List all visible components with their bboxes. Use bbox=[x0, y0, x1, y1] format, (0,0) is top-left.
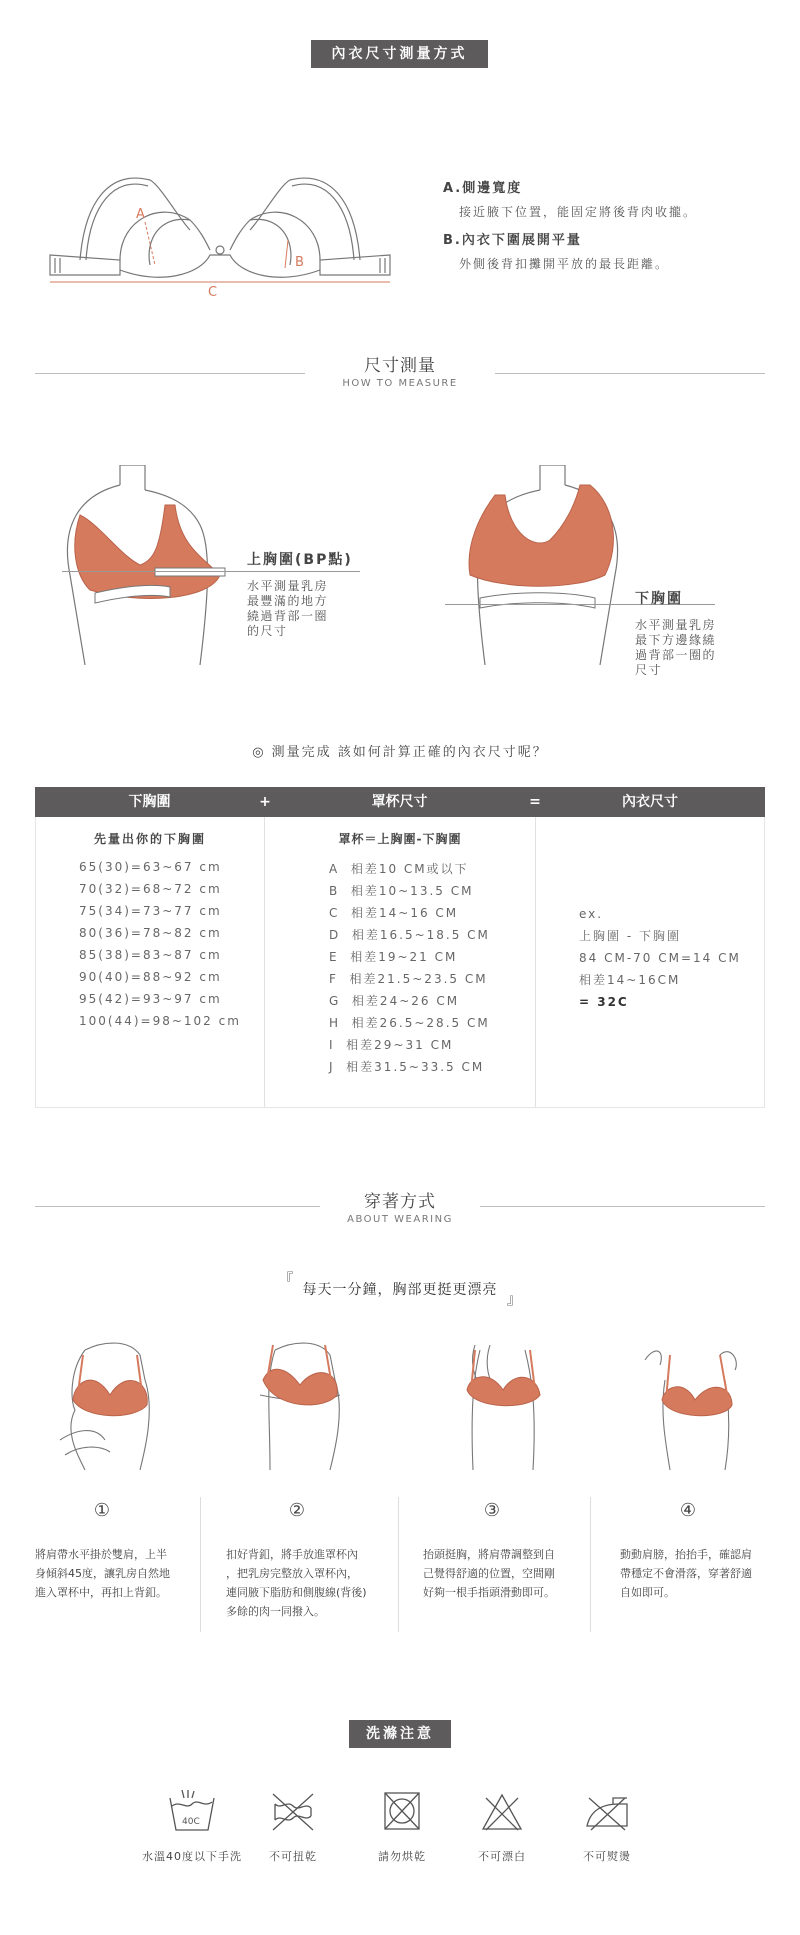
list-item: 95(42)=93~97 cm bbox=[79, 992, 222, 1006]
no-wring-icon bbox=[271, 1792, 315, 1832]
header-plus: + bbox=[259, 794, 271, 810]
list-item: J 相差31.5~33.5 CM bbox=[329, 1060, 485, 1074]
size-table-header bbox=[35, 787, 765, 817]
page-title: 內衣尺寸測量方式 bbox=[311, 40, 488, 68]
col2-title: 罩杯＝上胸圍-下胸圍 bbox=[338, 832, 462, 846]
slogan-text: 每天一分鐘，胸部更挺更漂亮 bbox=[302, 1282, 498, 1298]
wearing-section-title: 穿著方式 ABOUT WEARING bbox=[347, 1192, 453, 1225]
item-a-desc: 接近腋下位置，能固定將後背肉收攏。 bbox=[459, 205, 698, 219]
under-bust-title: 下胸圍 bbox=[635, 591, 683, 607]
example-result: = 32C bbox=[579, 995, 629, 1009]
under-bust-text bbox=[635, 588, 716, 678]
list-item: 70(32)=68~72 cm bbox=[79, 882, 222, 896]
no-bleach-icon bbox=[480, 1792, 524, 1832]
header-equals: = bbox=[529, 794, 541, 810]
step-divider bbox=[398, 1497, 399, 1632]
upper-bust-desc-line: 的尺寸 bbox=[247, 624, 288, 638]
cup-list bbox=[329, 858, 490, 1078]
under-bust-desc-line: 水平測量乳房 bbox=[635, 618, 717, 632]
header-bra-size: 內衣尺寸 bbox=[622, 794, 678, 810]
step-1-text: 將肩帶水平掛於雙肩，上半 身傾斜45度，讓乳房自然地 進入罩杯中，再扣上背釦。 bbox=[35, 1548, 170, 1599]
list-item: G 相差24~26 CM bbox=[329, 994, 460, 1008]
step-3-number: ③ bbox=[483, 1500, 501, 1521]
list-item: E 相差19~21 CM bbox=[329, 950, 458, 964]
upper-bust-desc-line: 水平測量乳房 bbox=[247, 579, 329, 593]
header-cup: 罩杯尺寸 bbox=[371, 794, 428, 810]
no-iron-icon bbox=[583, 1794, 631, 1832]
step-divider bbox=[590, 1497, 591, 1632]
size-table-body bbox=[35, 817, 765, 1108]
list-item: H 相差26.5~28.5 CM bbox=[329, 1016, 490, 1030]
list-item: ex. bbox=[579, 907, 604, 921]
bra-diagram bbox=[40, 160, 400, 300]
under-bust-list bbox=[79, 856, 241, 1032]
list-item: C 相差14~16 CM bbox=[329, 906, 459, 920]
care-section-title: 洗滌注意 bbox=[349, 1720, 451, 1748]
under-bust-desc-line: 過背部一圈的 bbox=[635, 648, 717, 662]
care-label-no-tumble-dry: 請勿烘乾 bbox=[378, 1850, 426, 1863]
list-item: 75(34)=73~77 cm bbox=[79, 904, 222, 918]
under-bust-desc-line: 尺寸 bbox=[635, 663, 663, 677]
label-b: B bbox=[295, 255, 304, 270]
header-under-bust: 下胸圍 bbox=[128, 794, 171, 810]
measure-section-title: 尺寸測量 HOW TO MEASURE bbox=[342, 356, 458, 389]
wearing-slogan bbox=[0, 1268, 800, 1308]
label-a: A bbox=[136, 207, 145, 222]
step-4-number: ④ bbox=[679, 1500, 697, 1521]
step-2-illustration bbox=[245, 1340, 355, 1470]
care-label-no-wring: 不可扭乾 bbox=[269, 1850, 317, 1863]
wash-temp-text: 40C bbox=[182, 1817, 200, 1827]
step-1-number: ① bbox=[93, 1500, 111, 1521]
under-bust-desc-line: 最下方邊緣繞 bbox=[635, 633, 717, 647]
no-tumble-dry-icon bbox=[382, 1790, 422, 1832]
step-4-text: 動動肩膀，抬抬手，確認肩 帶穩定不會滑落，穿著舒適 自如即可。 bbox=[620, 1548, 752, 1599]
step-2-text: 扣好背釦，將手放進罩杯內 ，把乳房完整放入罩杯內， 連同腋下脂肪和側腹線(背後) 多餘的肉一同撥入。 bbox=[226, 1548, 367, 1618]
step-divider bbox=[200, 1497, 201, 1632]
list-item: 100(44)=98~102 cm bbox=[79, 1014, 241, 1028]
col1-title: 先量出你的下胸圍 bbox=[93, 832, 206, 846]
item-a-title: A.側邊寬度 bbox=[443, 181, 523, 196]
upper-bust-desc-line: 最豐滿的地方 bbox=[247, 594, 329, 608]
bra-diagram-legend bbox=[443, 177, 697, 272]
list-item: 84 CM-70 CM=14 CM bbox=[579, 951, 741, 965]
list-item: 80(36)=78~82 cm bbox=[79, 926, 222, 940]
step-3-illustration bbox=[445, 1340, 555, 1470]
quote-open: 『 bbox=[278, 1270, 294, 1288]
upper-bust-figure bbox=[60, 465, 230, 665]
step-1-illustration bbox=[55, 1340, 165, 1470]
example-list bbox=[579, 903, 741, 1013]
item-b-desc: 外側後背扣攤開平放的最長距離。 bbox=[459, 257, 670, 271]
list-item: F 相差21.5~23.5 CM bbox=[329, 972, 488, 986]
list-item: 上胸圍 - 下胸圍 bbox=[579, 929, 681, 943]
list-item: I 相差29~31 CM bbox=[329, 1038, 454, 1052]
hand-wash-40-icon bbox=[168, 1790, 216, 1834]
list-item: B 相差10~13.5 CM bbox=[329, 884, 474, 898]
calc-question: ◎ 測量完成 該如何計算正確的內衣尺寸呢？ bbox=[252, 745, 548, 760]
list-item: 90(40)=88~92 cm bbox=[79, 970, 222, 984]
under-bust-figure bbox=[455, 465, 625, 665]
step-4-illustration bbox=[640, 1340, 750, 1470]
step-2-number: ② bbox=[288, 1500, 306, 1521]
list-item: 相差14~16CM bbox=[579, 973, 681, 987]
item-b-title: B.內衣下圍展開平量 bbox=[443, 233, 582, 248]
quote-close: 』 bbox=[506, 1290, 522, 1308]
list-item: D 相差16.5~18.5 CM bbox=[329, 928, 490, 942]
care-label-hand-wash: 水溫40度以下手洗 bbox=[142, 1850, 242, 1863]
list-item: A 相差10 CM或以下 bbox=[329, 862, 469, 876]
care-label-no-iron: 不可熨燙 bbox=[583, 1850, 631, 1863]
label-c: C bbox=[208, 285, 218, 300]
upper-bust-text bbox=[247, 549, 353, 639]
upper-bust-title: 上胸圍(BP點) bbox=[247, 552, 353, 568]
care-label-no-bleach: 不可漂白 bbox=[478, 1850, 526, 1863]
step-3-text: 抬頭挺胸，將肩帶調整到自 己覺得舒適的位置，空間剛 好夠一根手指頭滑動即可。 bbox=[423, 1548, 555, 1599]
upper-bust-desc-line: 繞過背部一圈 bbox=[247, 609, 329, 623]
list-item: 65(30)=63~67 cm bbox=[79, 860, 222, 874]
list-item: 85(38)=83~87 cm bbox=[79, 948, 222, 962]
